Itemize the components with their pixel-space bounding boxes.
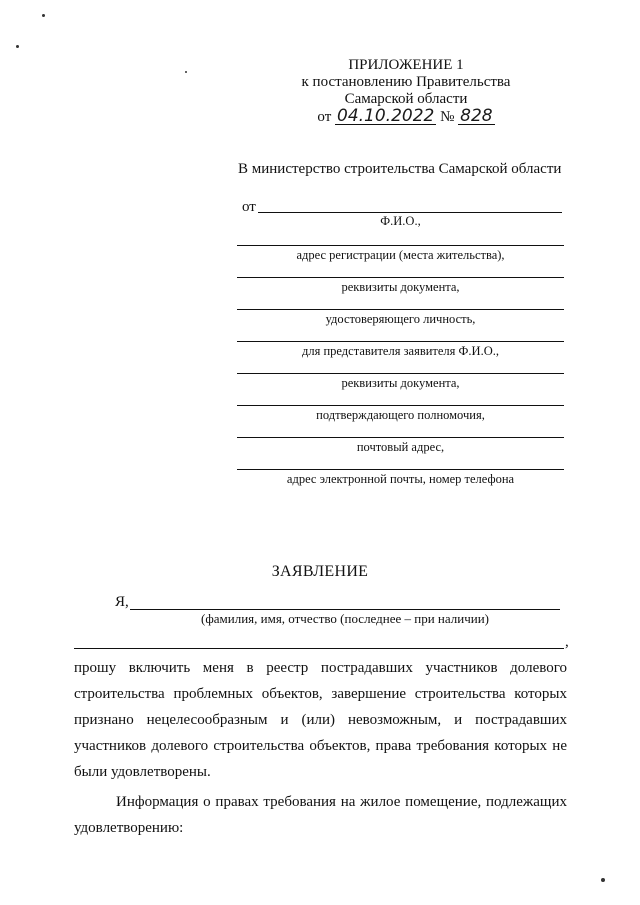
form-line-2 bbox=[237, 277, 564, 278]
appendix-region: Самарской области bbox=[344, 91, 468, 107]
caption-authority: подтверждающего полномочия, bbox=[316, 408, 485, 422]
form-line-1 bbox=[237, 245, 564, 246]
number-prefix: № bbox=[440, 109, 455, 125]
handwritten-date: 04.10.2022 bbox=[337, 106, 435, 126]
request-paragraph: прошу включить меня в реестр пострадавших участников долевого строительства проблемных объектов, завершение строительства которых признано нецелесообразным и (или) невозможным, и пострадавших участников долевого строительства объектов, права требования которых не были удовлетворены. bbox=[74, 660, 567, 780]
claims-info-paragraph: Информация о правах требования на жилое помещение, подлежащих удовлетворению: bbox=[74, 794, 567, 836]
caption-email-phone: адрес электронной почты, номер телефона bbox=[286, 472, 515, 486]
handwritten-number: 828 bbox=[460, 106, 493, 126]
form-line-7 bbox=[237, 437, 564, 438]
appendix-title: ПРИЛОЖЕНИЕ 1 bbox=[348, 57, 464, 73]
appendix-resolution: к постановлению Правительства bbox=[301, 74, 511, 90]
applicant-name-line bbox=[130, 609, 560, 610]
scan-speck bbox=[42, 14, 45, 17]
fio-field-line bbox=[258, 212, 562, 213]
form-line-6 bbox=[237, 405, 564, 406]
line-end-comma: , bbox=[565, 634, 569, 650]
addressee: В министерство строительства Самарской области bbox=[238, 161, 562, 177]
scan-speck bbox=[601, 878, 605, 882]
form-line-3 bbox=[237, 309, 564, 310]
document-title: ЗАЯВЛЕНИЕ bbox=[271, 563, 369, 580]
form-line-8 bbox=[237, 469, 564, 470]
form-line-4 bbox=[237, 341, 564, 342]
applicant-prefix: Я, bbox=[115, 594, 129, 610]
caption-fio: Ф.И.О., bbox=[380, 214, 421, 228]
caption-representative: для представителя заявителя Ф.И.О., bbox=[302, 344, 499, 358]
caption-identity: удостоверяющего личность, bbox=[325, 312, 476, 326]
scan-speck bbox=[16, 45, 19, 48]
caption-document-details: реквизиты документа, bbox=[341, 280, 460, 294]
scan-speck bbox=[185, 71, 187, 73]
applicant-continuation-line bbox=[74, 648, 564, 649]
caption-registration-address: адрес регистрации (места жительства), bbox=[296, 248, 505, 262]
from-label: от bbox=[242, 199, 256, 215]
form-line-5 bbox=[237, 373, 564, 374]
appendix-date-line bbox=[286, 108, 526, 126]
date-prefix: от bbox=[317, 109, 332, 125]
caption-postal-address: почтовый адрес, bbox=[356, 440, 445, 454]
appendix-header bbox=[286, 57, 526, 126]
caption-document-details-2: реквизиты документа, bbox=[341, 376, 460, 390]
applicant-caption: (фамилия, имя, отчество (последнее – при наличии) bbox=[201, 611, 489, 626]
